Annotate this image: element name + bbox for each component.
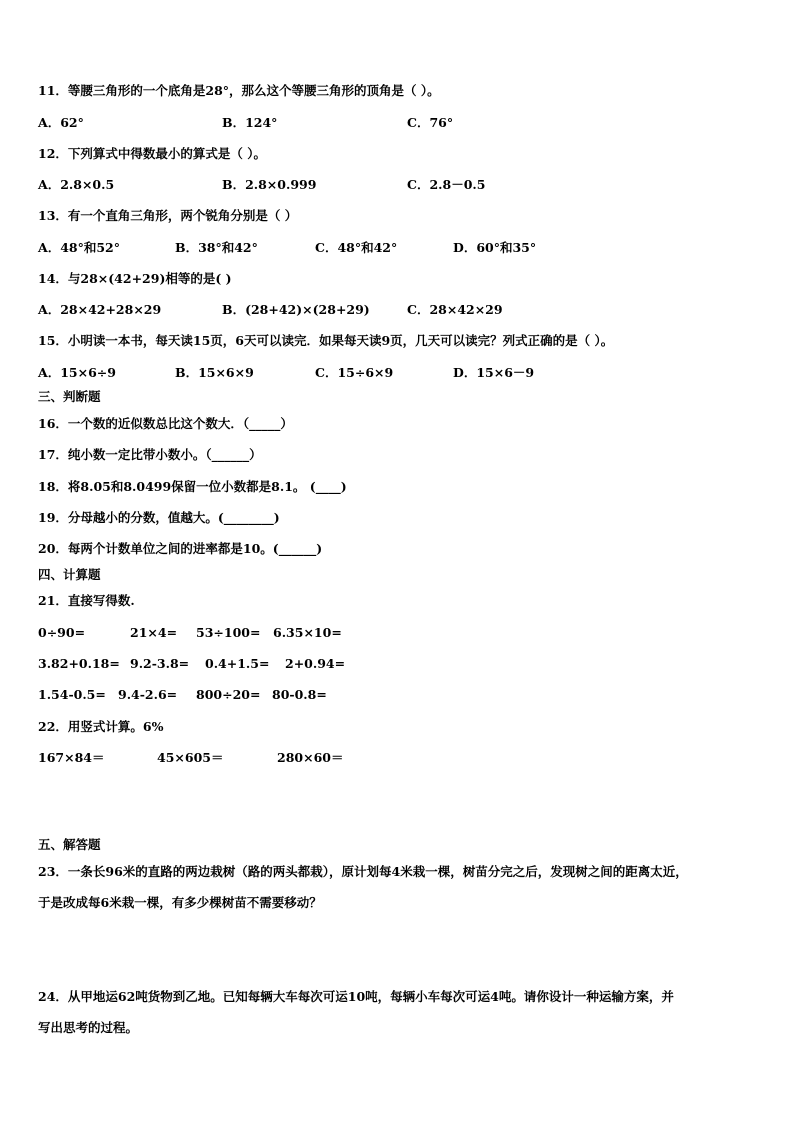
question-14-option-c: C．28×42×29	[407, 302, 503, 317]
q21-item: 0.4+1.5=	[205, 656, 270, 671]
q22-item: 280×60＝	[277, 750, 344, 765]
question-14-option-b: B．(28+42)×(28+29)	[222, 302, 370, 317]
q21-item: 21×4=	[130, 625, 178, 640]
question-23-line-1: 23．一条长96米的直路的两边栽树（路的两头都栽），原计划每4米栽一棵，树苗分完之后，发现树之间的距离太近，	[38, 864, 688, 879]
q21-item: 0÷90=	[38, 625, 86, 640]
q21-item: 1.54-0.5=	[38, 687, 106, 702]
question-24-line-1: 24．从甲地运62吨货物到乙地。已知每辆大车每次可运10吨，每辆小车每次可运4吨。请你设计一种运输方案，并	[38, 989, 674, 1004]
question-23-line-2: 于是改成每6米栽一棵，有多少棵树苗不需要移动？	[38, 895, 322, 910]
question-11-option-b: B．124°	[222, 115, 278, 130]
question-12-stem: 12．下列算式中得数最小的算式是（ ）。	[38, 146, 266, 161]
question-13-stem: 13．有一个直角三角形，两个锐角分别是（ ）	[38, 208, 298, 223]
question-13-option-a: A．48°和52°	[38, 240, 120, 255]
q22-item: 167×84＝	[38, 750, 105, 765]
section-true-false-heading: 三、判断题	[38, 389, 101, 404]
question-14-stem: 14．与28×(42+29)相等的是( )	[38, 271, 232, 286]
q21-item: 9.2-3.8=	[130, 656, 190, 671]
q21-item: 80-0.8=	[272, 687, 327, 702]
question-16: 16．一个数的近似数总比这个数大．（_____）	[38, 416, 293, 431]
question-11-stem: 11．等腰三角形的一个底角是28°，那么这个等腰三角形的顶角是（ ）。	[38, 83, 440, 98]
question-20: 20．每两个计数单位之间的进率都是10。(______)	[38, 541, 323, 556]
q21-item: 6.35×10=	[273, 625, 342, 640]
question-13-option-c: C．48°和42°	[315, 240, 398, 255]
question-11-option-c: C．76°	[407, 115, 454, 130]
q21-item: 3.82+0.18=	[38, 656, 120, 671]
q21-item: 800÷20=	[196, 687, 261, 702]
question-15-option-b: B．15×6×9	[175, 365, 254, 380]
question-14-option-a: A．28×42+28×29	[38, 302, 162, 317]
question-12-option-a: A．2.8×0.5	[38, 177, 115, 192]
question-21-stem: 21．直接写得数.	[38, 593, 135, 608]
q21-item: 53÷100=	[196, 625, 261, 640]
question-24-line-2: 写出思考的过程。	[38, 1020, 139, 1035]
q21-item: 2+0.94=	[285, 656, 346, 671]
question-12-option-b: B．2.8×0.999	[222, 177, 317, 192]
question-11-option-a: A．62°	[38, 115, 84, 130]
question-19: 19．分母越小的分数，值越大。(________)	[38, 510, 280, 525]
question-18: 18．将8.05和8.0499保留一位小数都是8.1。 (____)	[38, 479, 347, 494]
question-13-option-d: D．60°和35°	[453, 240, 537, 255]
question-13-option-b: B．38°和42°	[175, 240, 258, 255]
section-word-problems-heading: 五、解答题	[38, 837, 101, 852]
question-15-option-c: C．15÷6×9	[315, 365, 394, 380]
q21-item: 9.4-2.6=	[118, 687, 178, 702]
question-15-stem: 15．小明读一本书，每天读15页，6天可以读完．如果每天读9页，几天可以读完？列式正确的是（ ）。	[38, 333, 614, 348]
question-15-option-a: A．15×6÷9	[38, 365, 116, 380]
question-17: 17．纯小数一定比带小数小。（______）	[38, 447, 262, 462]
q22-item: 45×605＝	[157, 750, 224, 765]
question-12-option-c: C．2.8－0.5	[407, 177, 486, 192]
question-22-stem: 22．用竖式计算。6%	[38, 719, 164, 734]
question-15-option-d: D．15×6－9	[453, 365, 535, 380]
section-calculation-heading: 四、计算题	[38, 567, 101, 582]
